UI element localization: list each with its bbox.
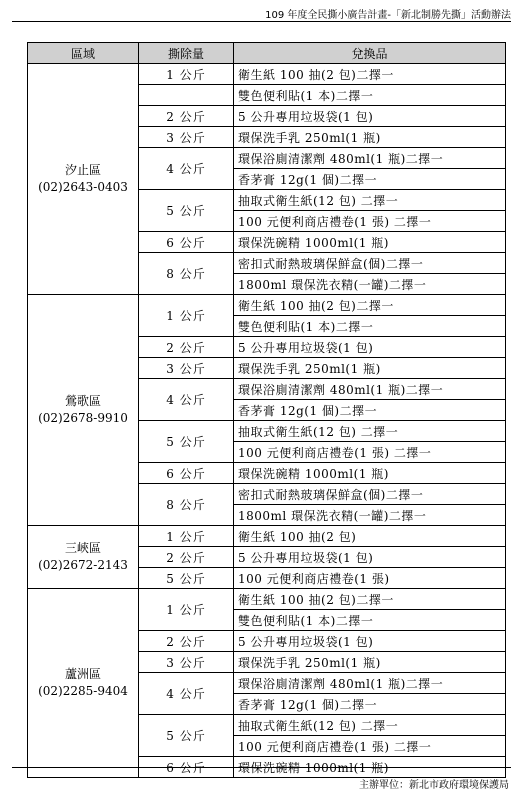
amount-cell: 5 公斤 <box>139 421 234 463</box>
district-cell <box>28 526 139 589</box>
prize-cell: 抽取式衛生紙(12 包) 二擇一 <box>234 715 506 736</box>
amount-cell: 4 公斤 <box>139 148 234 190</box>
amount-cell: 2 公斤 <box>139 547 234 568</box>
prize-cell: 環保洗碗精 1000ml(1 瓶) <box>234 232 506 253</box>
prize-cell: 100 元便利商店禮卷(1 張) 二擇一 <box>234 442 506 463</box>
district-phone: (02)2285-9404 <box>38 684 128 698</box>
amount-cell: 6 公斤 <box>139 232 234 253</box>
amount-cell: 2 公斤 <box>139 631 234 652</box>
district-phone: (02)2672-2143 <box>38 558 128 572</box>
amount-cell: 4 公斤 <box>139 379 234 421</box>
table-row <box>28 295 506 316</box>
amount-cell: 5 公斤 <box>139 568 234 589</box>
prize-cell: 環保洗碗精 1000ml(1 瓶) <box>234 463 506 484</box>
prize-cell: 雙色便利貼(1 本)二擇一 <box>234 85 506 106</box>
prize-cell: 抽取式衛生紙(12 包) 二擇一 <box>234 421 506 442</box>
prize-cell: 衛生紙 100 抽(2 包)二擇一 <box>234 589 506 610</box>
page-header: 109 年度全民撕小廣告計畫-「新北制勝先撕」活動辦法 <box>265 10 511 21</box>
amount-cell: 1 公斤 <box>139 526 234 547</box>
prize-cell: 香茅膏 12g(1 個)二擇一 <box>234 169 506 190</box>
table-row <box>28 589 506 610</box>
prize-cell: 環保洗手乳 250ml(1 瓶) <box>234 358 506 379</box>
district-phone: (02)2678-9910 <box>38 411 128 425</box>
district-cell <box>28 589 139 778</box>
page-footer: 主辦單位：新北市政府環境保護局 <box>359 780 509 791</box>
prize-cell: 香茅膏 12g(1 個)二擇一 <box>234 694 506 715</box>
amount-cell: 3 公斤 <box>139 652 234 673</box>
prize-cell: 雙色便利貼(1 本)二擇一 <box>234 610 506 631</box>
district-name: 三峽區 <box>64 541 101 555</box>
prize-cell: 5 公升專用垃圾袋(1 包) <box>234 337 506 358</box>
table-row <box>28 64 506 85</box>
prize-cell: 環保洗手乳 250ml(1 瓶) <box>234 652 506 673</box>
prize-cell: 衛生紙 100 抽(2 包) <box>234 526 506 547</box>
prize-cell: 密扣式耐熱玻璃保鮮盒(個)二擇一 <box>234 484 506 505</box>
amount-cell: 4 公斤 <box>139 673 234 715</box>
header-rule <box>12 21 511 22</box>
prize-cell: 100 元便利商店禮卷(1 張) 二擇一 <box>234 736 506 757</box>
col-prize: 兌換品 <box>234 43 506 64</box>
district-name: 汐止區 <box>64 163 101 177</box>
prize-cell: 環保洗手乳 250ml(1 瓶) <box>234 127 506 148</box>
prize-cell: 衛生紙 100 抽(2 包)二擇一 <box>234 64 506 85</box>
exchange-table <box>27 42 506 778</box>
prize-cell: 密扣式耐熱玻璃保鮮盒(個)二擇一 <box>234 253 506 274</box>
district-name: 蘆洲區 <box>64 667 101 681</box>
prize-cell: 香茅膏 12g(1 個)二擇一 <box>234 400 506 421</box>
amount-cell: 2 公斤 <box>139 337 234 358</box>
prize-cell: 1800ml 環保洗衣精(一罐)二擇一 <box>234 274 506 295</box>
table-row <box>28 526 506 547</box>
prize-cell: 5 公升專用垃圾袋(1 包) <box>234 106 506 127</box>
amount-cell: 5 公斤 <box>139 715 234 757</box>
amount-cell: 8 公斤 <box>139 253 234 295</box>
district-cell <box>28 295 139 526</box>
prize-cell: 抽取式衛生紙(12 包) 二擇一 <box>234 190 506 211</box>
prize-cell: 環保浴廁清潔劑 480ml(1 瓶)二擇一 <box>234 148 506 169</box>
amount-cell: 5 公斤 <box>139 190 234 232</box>
prize-cell: 100 元便利商店禮卷(1 張) <box>234 568 506 589</box>
footer-rule <box>12 767 511 768</box>
district-name: 鶯歌區 <box>64 394 101 408</box>
amount-cell: 1 公斤 <box>139 589 234 631</box>
amount-cell: 6 公斤 <box>139 463 234 484</box>
col-amount: 撕除量 <box>139 43 234 64</box>
amount-cell: 1 公斤 <box>139 295 234 337</box>
prize-cell: 1800ml 環保洗衣精(一罐)二擇一 <box>234 505 506 526</box>
prize-cell: 100 元便利商店禮卷(1 張) 二擇一 <box>234 211 506 232</box>
amount-cell: 6 公斤 <box>139 757 234 778</box>
prize-cell: 衛生紙 100 抽(2 包)二擇一 <box>234 295 506 316</box>
prize-cell: 雙色便利貼(1 本)二擇一 <box>234 316 506 337</box>
amount-cell-empty <box>139 85 234 106</box>
col-district: 區域 <box>28 43 139 64</box>
amount-cell: 2 公斤 <box>139 106 234 127</box>
amount-cell: 3 公斤 <box>139 358 234 379</box>
district-cell <box>28 64 139 295</box>
prize-cell: 環保洗碗精 1000ml(1 瓶) <box>234 757 506 778</box>
prize-cell: 環保浴廁清潔劑 480ml(1 瓶)二擇一 <box>234 673 506 694</box>
amount-cell: 3 公斤 <box>139 127 234 148</box>
amount-cell: 8 公斤 <box>139 484 234 526</box>
prize-cell: 環保浴廁清潔劑 480ml(1 瓶)二擇一 <box>234 379 506 400</box>
district-phone: (02)2643-0403 <box>38 180 128 194</box>
table-header-row <box>28 43 506 64</box>
prize-cell: 5 公升專用垃圾袋(1 包) <box>234 631 506 652</box>
amount-cell: 1 公斤 <box>139 64 234 85</box>
prize-cell: 5 公升專用垃圾袋(1 包) <box>234 547 506 568</box>
